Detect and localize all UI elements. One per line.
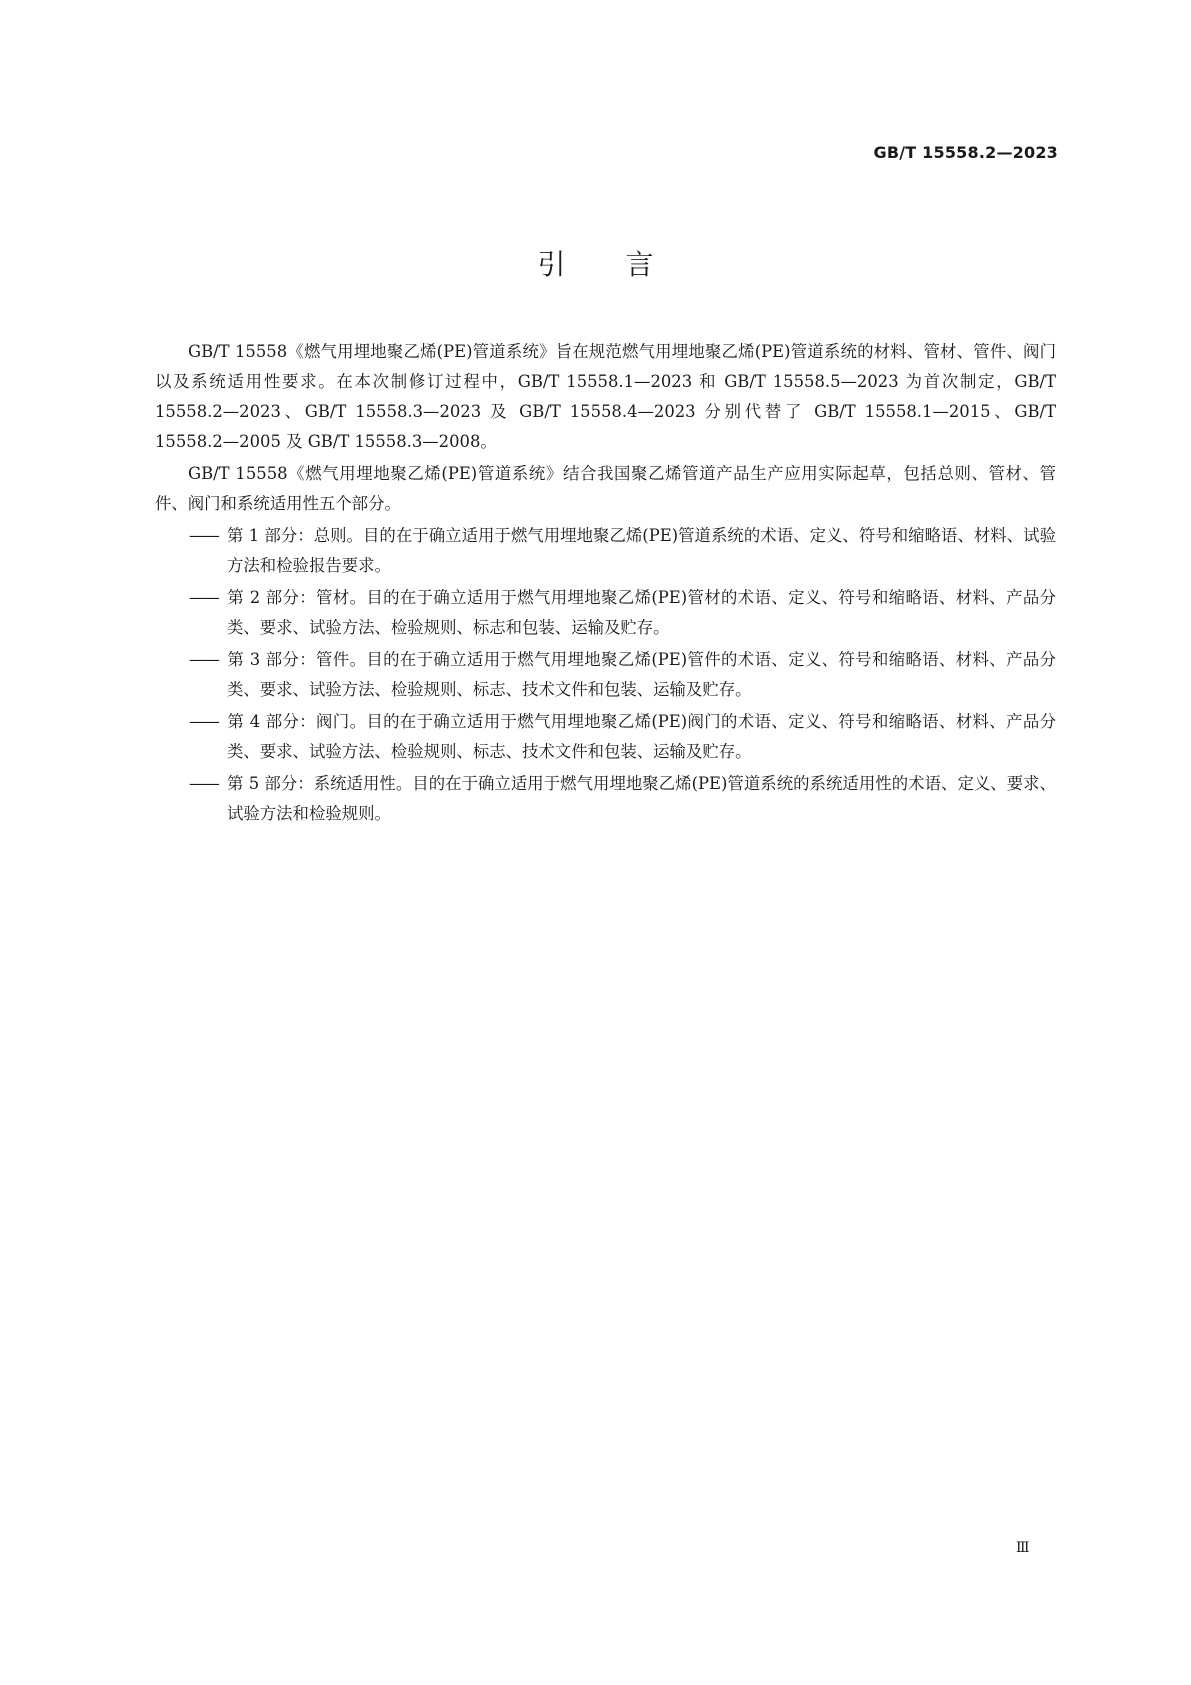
list-dash: ——: [189, 526, 218, 545]
intro-paragraph-1: GB/T 15558《燃气用埋地聚乙烯(PE)管道系统》旨在规范燃气用埋地聚乙烯(PE)管道系统的材料、管材、管件、阀门以及系统适用性要求。在本次制修订过程中，GB/T 15558.1—2023 和 GB/T 15558.5—2023 为首次制定，GB/T 15558.2—2023、GB/T 15558.3—2023 及 GB/T 15558.4—2023 分别代替了 GB/T 15558.1—2015、GB/T 15558.2—2005 及 GB/T 15558.3—2008。: [155, 342, 1056, 451]
part-list-item-3: [155, 645, 1056, 705]
part-list-item-4: [155, 707, 1056, 767]
standard-code-header: GB/T 15558.2—2023: [873, 143, 1058, 162]
intro-paragraph-2: GB/T 15558《燃气用埋地聚乙烯(PE)管道系统》结合我国聚乙烯管道产品生产应用实际起草，包括总则、管材、管件、阀门和系统适用性五个部分。: [155, 464, 1056, 513]
part-list-item-5: [155, 769, 1056, 829]
part-list-item-1: [155, 521, 1056, 581]
list-dash: ——: [189, 588, 218, 607]
part-3-text: 第 3 部分：管件。目的在于确立适用于燃气用埋地聚乙烯(PE)管件的术语、定义、符号和缩略语、材料、产品分类、要求、试验方法、检验规则、标志、技术文件和包装、运输及贮存。: [227, 650, 1056, 699]
list-dash: ——: [189, 650, 218, 669]
part-4-text: 第 4 部分：阀门。目的在于确立适用于燃气用埋地聚乙烯(PE)阀门的术语、定义、符号和缩略语、材料、产品分类、要求、试验方法、检验规则、标志、技术文件和包装、运输及贮存。: [227, 712, 1056, 761]
part-5-text: 第 5 部分：系统适用性。目的在于确立适用于燃气用埋地聚乙烯(PE)管道系统的系统适用性的术语、定义、要求、试验方法和检验规则。: [227, 774, 1056, 823]
introduction-body: [155, 337, 1056, 831]
part-list-item-2: [155, 583, 1056, 643]
part-1-text: 第 1 部分：总则。目的在于确立适用于燃气用埋地聚乙烯(PE)管道系统的术语、定义、符号和缩略语、材料、试验方法和检验报告要求。: [227, 526, 1056, 575]
section-title: 引言: [537, 248, 714, 281]
page-number: Ⅲ: [1015, 1540, 1029, 1556]
list-dash: ——: [189, 774, 218, 793]
part-2-text: 第 2 部分：管材。目的在于确立适用于燃气用埋地聚乙烯(PE)管材的术语、定义、符号和缩略语、材料、产品分类、要求、试验方法、检验规则、标志和包装、运输及贮存。: [227, 588, 1056, 637]
list-dash: ——: [189, 712, 218, 731]
